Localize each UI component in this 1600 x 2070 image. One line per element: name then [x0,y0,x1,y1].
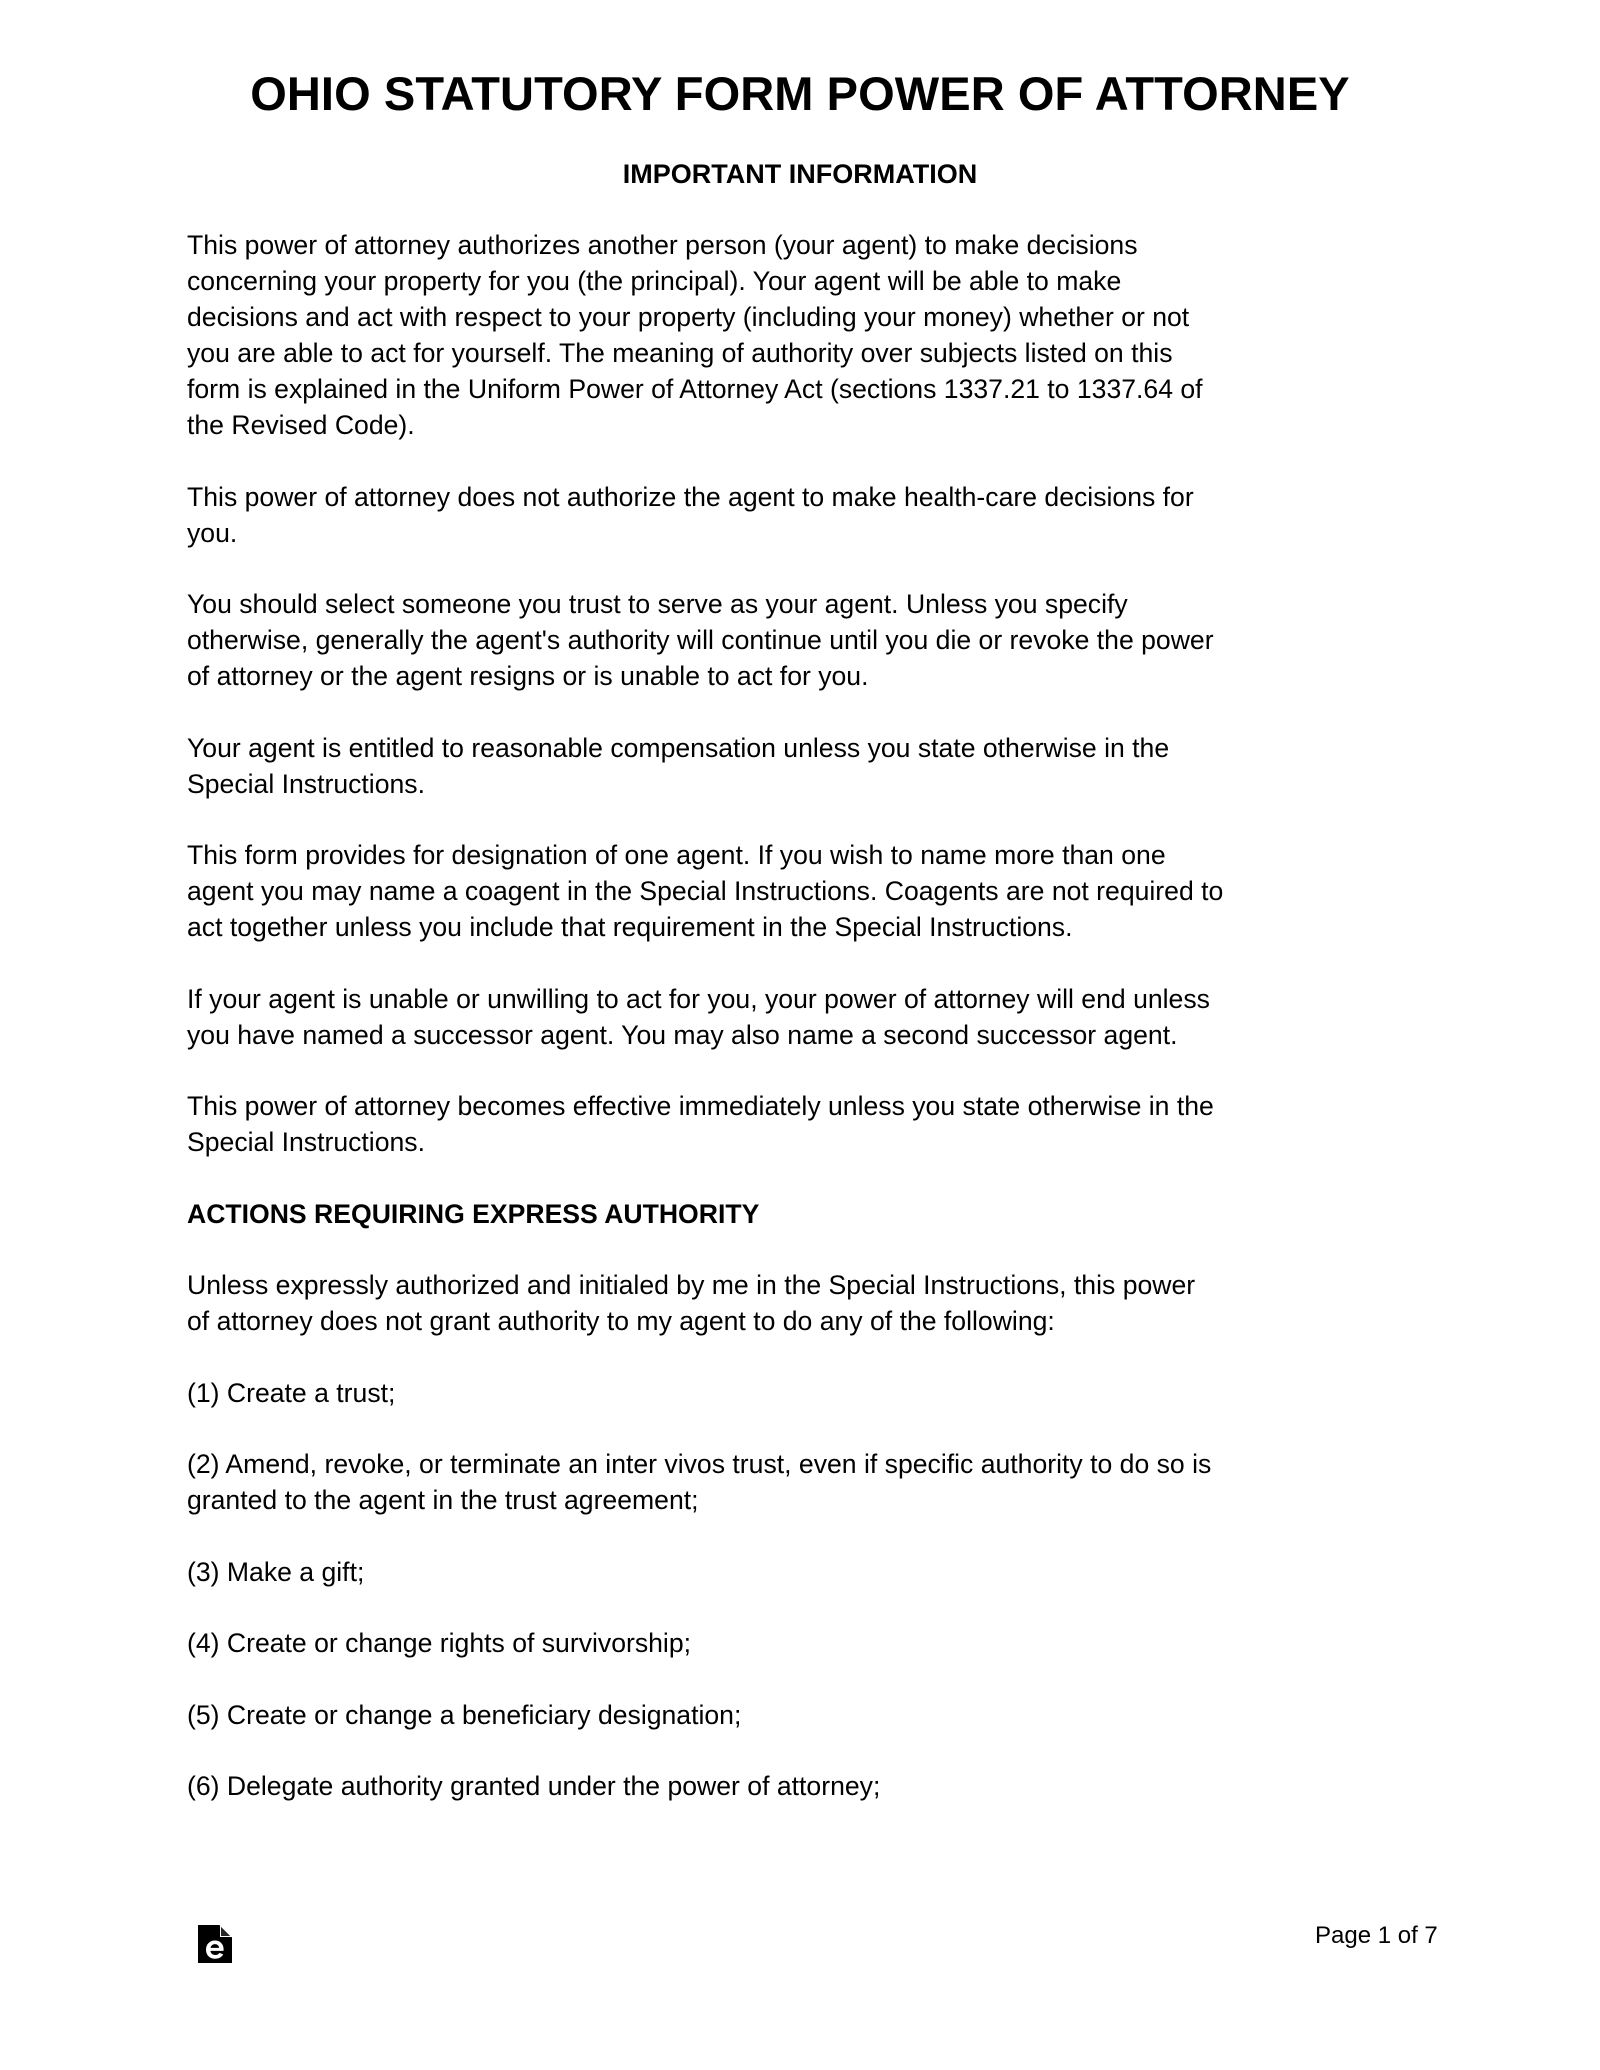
text-line: (2) Amend, revoke, or terminate an inter vivos trust, even if specific authority to do so is [187,1449,1212,1479]
text-line: of attorney does not grant authority to my agent to do any of the following: [187,1306,1055,1336]
paragraph-coagent [187,837,1427,945]
text-line: (4) Create or change rights of survivorship; [187,1628,692,1658]
list-item-beneficiary [187,1697,1427,1733]
page-number: Page 1 of 7 [1315,1922,1438,1949]
paragraph-express-authority-intro [187,1267,1427,1339]
document-body [187,227,1427,1840]
text-line: (3) Make a gift; [187,1556,365,1587]
text-line: This power of attorney becomes effective immediately unless you state otherwise in the [187,1091,1214,1121]
text-line: agent you may name a coagent in the Special Instructions. Coagents are not required to [187,876,1224,906]
text-line: (6) Delegate authority granted under the power of attorney; [187,1771,881,1801]
paragraph-agent-authority [187,227,1427,443]
document-e-icon [198,1925,232,1963]
text-line: act together unless you include that requirement in the Special Instructions. [187,912,1073,942]
paragraph-health-care [187,479,1427,551]
text-line: If your agent is unable or unwilling to act for you, your power of attorney will end unless [187,983,1210,1014]
text-line: This power of attorney does not authorize the agent to make health-care decisions for [187,481,1194,512]
heading-express-authority: ACTIONS REQUIRING EXPRESS AUTHORITY [187,1198,760,1229]
text-line: you are able to act for yourself. The meaning of authority over subjects listed on this [187,338,1173,368]
text-line: you have named a successor agent. You may also name a second successor agent. [187,1019,1178,1050]
list-item-make-gift [187,1554,1427,1590]
paragraph-successor-agent [187,981,1427,1053]
text-line: (1) Create a trust; [187,1377,396,1408]
text-line: Unless expressly authorized and initialed by me in the Special Instructions, this power [187,1270,1196,1300]
text-line: You should select someone you trust to serve as your agent. Unless you specify [187,589,1128,619]
text-line: This power of attorney authorizes another person (your agent) to make decisions [187,230,1138,260]
text-line: of attorney or the agent resigns or is unable to act for you. [187,661,869,691]
text-line: Special Instructions. [187,768,425,799]
list-item-amend-trust [187,1446,1427,1518]
text-line: decisions and act with respect to your property (including your money) whether or not [187,302,1190,332]
document-title: OHIO STATUTORY FORM POWER OF ATTORNEY [250,67,1350,120]
text-line: granted to the agent in the trust agreement; [187,1485,699,1515]
paragraph-select-agent [187,586,1427,694]
list-item-survivorship [187,1625,1427,1661]
text-line: Special Instructions. [187,1127,425,1157]
list-item-delegate-authority [187,1768,1427,1804]
paragraph-compensation [187,730,1427,802]
text-line: otherwise, generally the agent's authority will continue until you die or revoke the power [187,625,1214,655]
text-line: This form provides for designation of one agent. If you wish to name more than one [187,840,1166,870]
section-title-important-information: IMPORTANT INFORMATION [622,159,978,189]
list-item-create-trust [187,1375,1427,1411]
text-line: Your agent is entitled to reasonable compensation unless you state otherwise in the [187,732,1170,763]
text-line: you. [187,517,238,548]
paragraph-effective-date [187,1088,1427,1160]
text-line: (5) Create or change a beneficiary designation; [187,1699,742,1730]
text-line: concerning your property for you (the principal). Your agent will be able to make [187,266,1122,296]
text-line: the Revised Code). [187,410,415,440]
text-line: form is explained in the Uniform Power of Attorney Act (sections 1337.21 to 1337.64 of [187,374,1203,404]
